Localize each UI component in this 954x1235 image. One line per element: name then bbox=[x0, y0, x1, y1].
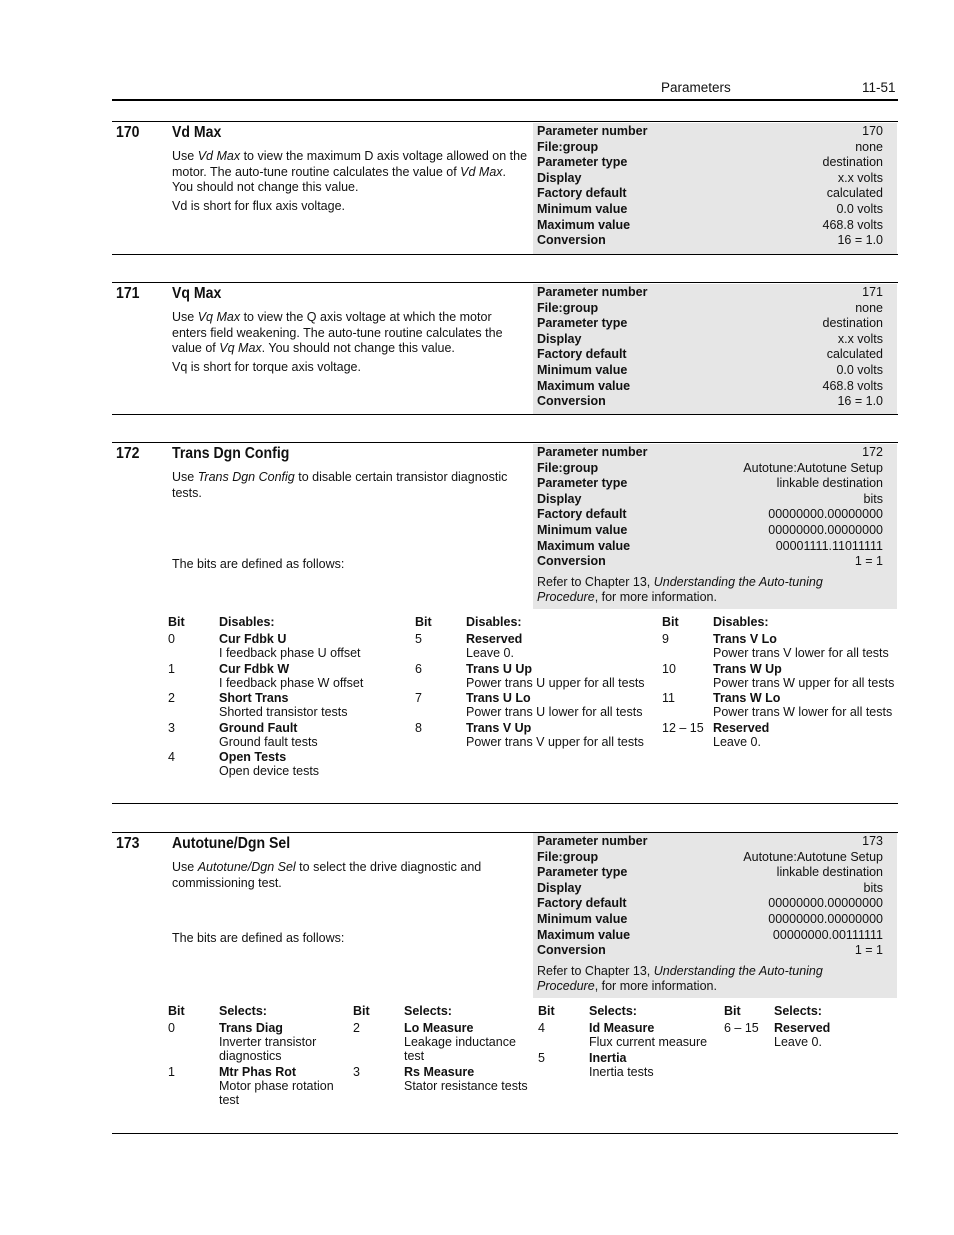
table-row: Trans W Lo Power trans W lower for all tests bbox=[713, 691, 893, 719]
bit-column-header: Bit bbox=[168, 615, 185, 629]
running-header-section: Parameters bbox=[661, 80, 731, 95]
section-rule-top bbox=[112, 442, 898, 443]
selects-column-header: Selects: bbox=[219, 1004, 267, 1018]
table-row: Trans U Lo Power trans U lower for all tests bbox=[466, 691, 643, 719]
section-rule-bottom bbox=[112, 1133, 898, 1134]
header-rule bbox=[112, 99, 898, 101]
table-row-bit: 3 bbox=[353, 1065, 360, 1079]
table-row: Reserved Leave 0. bbox=[466, 632, 523, 660]
table-row: Cur Fdbk W I feedback phase W offset bbox=[219, 662, 364, 690]
param-spec-box: Parameter number 170 File:group none Parameter type destination Display x.x volts Factory default calculated Minimum value 0.0 volts Maximum value 468.8 volts Conversion 16 = 1.0 bbox=[533, 123, 897, 254]
table-row: Id Measure Flux current measure bbox=[589, 1021, 708, 1049]
table-row: Reserved Leave 0. bbox=[774, 1021, 831, 1049]
table-row-bit: 0 bbox=[168, 1021, 175, 1035]
table-row-bit: 4 bbox=[168, 750, 175, 764]
table-row: Short Trans Shorted transistor tests bbox=[219, 691, 348, 719]
table-row-bit: 10 bbox=[662, 662, 676, 676]
table-row-bit: 7 bbox=[415, 691, 422, 705]
table-row: Lo Measure Leakage inductance test bbox=[404, 1021, 516, 1063]
param-spec-box: Parameter number 173 File:group Autotune:Autotune Setup Parameter type linkable destination Display bits Factory default 00000000.00000000 Minimum value 00000000.00000000 Maximum value 00000000.00111111 Conversion 1 = 1 Refer to Chapter 13, Understanding the Auto-tuning Procedure, for more information. bbox=[533, 833, 897, 998]
bit-definition-table bbox=[0, 1004, 954, 1114]
section-rule-bottom bbox=[112, 254, 898, 255]
bits-intro: The bits are defined as follows: bbox=[172, 931, 345, 945]
bit-column-header: Bit bbox=[415, 615, 432, 629]
table-row-bit: 5 bbox=[538, 1051, 545, 1065]
param-title: Vd Max bbox=[172, 124, 222, 141]
table-row: Cur Fdbk U I feedback phase U offset bbox=[219, 632, 361, 660]
param-spec-box: Parameter number 172 File:group Autotune:Autotune Setup Parameter type linkable destination Display bits Factory default 00000000.00000000 Minimum value 00000000.00000000 Maximum value 00001111.11011111 Conversion 1 = 1 Refer to Chapter 13, Understanding the Auto-tuning Procedure, for more information. bbox=[533, 444, 897, 609]
table-row-bit: 5 bbox=[415, 632, 422, 646]
param-number: 173 bbox=[116, 835, 140, 852]
selects-column-header: Selects: bbox=[774, 1004, 822, 1018]
bit-column-header: Bit bbox=[662, 615, 679, 629]
table-row-bit: 9 bbox=[662, 632, 669, 646]
chapter-reference-note: Refer to Chapter 13, Understanding the Auto-tuning Procedure, for more information. bbox=[537, 574, 823, 605]
table-row: Inertia Inertia tests bbox=[589, 1051, 654, 1079]
table-row: Trans V Lo Power trans V lower for all tests bbox=[713, 632, 889, 660]
table-row: Open Tests Open device tests bbox=[219, 750, 320, 778]
table-row: Trans U Up Power trans U upper for all tests bbox=[466, 662, 645, 690]
bit-column-header: Bit bbox=[724, 1004, 741, 1018]
table-row-bit: 4 bbox=[538, 1021, 545, 1035]
table-row: Trans W Up Power trans W upper for all tests bbox=[713, 662, 895, 690]
bit-definition-table bbox=[0, 615, 954, 785]
table-row: Trans V Up Power trans V upper for all tests bbox=[466, 721, 644, 749]
table-row: Rs Measure Stator resistance tests bbox=[404, 1065, 528, 1093]
param-title: Vq Max bbox=[172, 285, 222, 302]
table-row: Ground Fault Ground fault tests bbox=[219, 721, 318, 749]
table-row-bit: 6 – 15 bbox=[724, 1021, 759, 1035]
param-description: Use Vq Max to view the Q axis voltage at which the motor enters field weakening. The auto-tune routine calculates the value of Vq Max. You should not change this value. Vq is short for torque axis voltage. bbox=[172, 310, 503, 374]
bit-column-header: Bit bbox=[538, 1004, 555, 1018]
table-row-bit: 8 bbox=[415, 721, 422, 735]
bit-column-header: Bit bbox=[168, 1004, 185, 1018]
table-row-bit: 0 bbox=[168, 632, 175, 646]
table-row-bit: 2 bbox=[168, 691, 175, 705]
table-row: Trans Diag Inverter transistor diagnostics bbox=[219, 1021, 317, 1063]
param-description: Use Autotune/Dgn Sel to select the drive diagnostic and commissioning test. bbox=[172, 860, 482, 890]
param-number: 170 bbox=[116, 124, 140, 141]
param-title: Autotune/Dgn Sel bbox=[172, 835, 291, 852]
selects-column-header: Selects: bbox=[589, 1004, 637, 1018]
table-row-bit: 2 bbox=[353, 1021, 360, 1035]
table-row: Mtr Phas Rot Motor phase rotation test bbox=[219, 1065, 334, 1107]
param-description: Use Vd Max to view the maximum D axis voltage allowed on the motor. The auto-tune routine calculates the value of Vd Max. You should not change this value. Vd is short for flux axis voltage. bbox=[172, 149, 528, 213]
param-number: 171 bbox=[116, 285, 140, 302]
section-rule-bottom bbox=[112, 803, 898, 804]
table-row-bit: 1 bbox=[168, 662, 175, 676]
param-description: Use Trans Dgn Config to disable certain transistor diagnostic tests. bbox=[172, 470, 508, 500]
table-row-bit: 6 bbox=[415, 662, 422, 676]
section-rule-top bbox=[112, 121, 898, 122]
table-row-bit: 1 bbox=[168, 1065, 175, 1079]
section-rule-bottom bbox=[112, 414, 898, 415]
bit-column-header: Bit bbox=[353, 1004, 370, 1018]
page-number: 11-51 bbox=[862, 80, 896, 95]
table-row-bit: 12 – 15 bbox=[662, 721, 704, 735]
table-row-bit: 3 bbox=[168, 721, 175, 735]
param-title: Trans Dgn Config bbox=[172, 445, 290, 462]
disables-column-header: Disables: bbox=[219, 615, 275, 629]
section-rule-top bbox=[112, 282, 898, 283]
param-number: 172 bbox=[116, 445, 140, 462]
table-row: Reserved Leave 0. bbox=[713, 721, 770, 749]
bits-intro: The bits are defined as follows: bbox=[172, 557, 345, 571]
disables-column-header: Disables: bbox=[466, 615, 522, 629]
param-spec-box: Parameter number 171 File:group none Parameter type destination Display x.x volts Factory default calculated Minimum value 0.0 volts Maximum value 468.8 volts Conversion 16 = 1.0 bbox=[533, 284, 897, 414]
selects-column-header: Selects: bbox=[404, 1004, 452, 1018]
disables-column-header: Disables: bbox=[713, 615, 769, 629]
chapter-reference-note: Refer to Chapter 13, Understanding the Auto-tuning Procedure, for more information. bbox=[537, 963, 823, 994]
table-row-bit: 11 bbox=[662, 691, 675, 705]
